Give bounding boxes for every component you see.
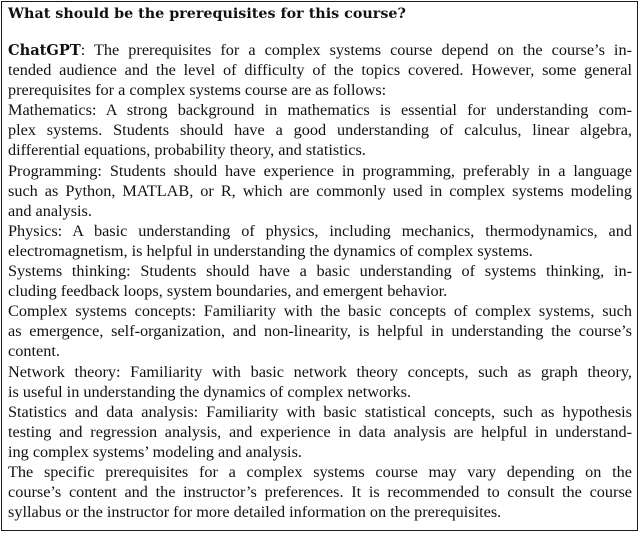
answer-line: Mathematics: A strong background in mathematics is essential for understanding com- <box>8 101 632 120</box>
answer-body <box>8 40 632 522</box>
answer-line: such as Python, MATLAB, or R, which are commonly used in complex systems modeling <box>8 181 632 200</box>
answer-line: syllabus or the instructor for more detailed information on the prerequisites. <box>8 503 502 522</box>
answer-line: plex systems. Students should have a good understanding of calculus, linear algebra, <box>8 121 632 140</box>
answer-line: prerequisites for a complex systems course are as follows: <box>8 81 387 100</box>
answer-line: is useful in understanding the dynamics of complex networks. <box>8 382 412 401</box>
answer-line-text: : The prerequisites for a complex systems course depend on the course’s in- <box>80 41 632 59</box>
answer-line: cluding feedback loops, system boundaries, and emergent behavior. <box>8 282 448 301</box>
question-heading: What should be the prerequisites for this course? <box>8 6 406 22</box>
answer-line: ing complex systems’ modeling and analysis. <box>8 442 302 461</box>
answer-line: Network theory: Familiarity with basic network theory concepts, such as graph theory, <box>8 362 632 381</box>
answer-line: and analysis. <box>8 201 92 220</box>
answer-line: Complex systems concepts: Familiarity with the basic concepts of complex systems, such <box>8 302 632 321</box>
answer-line: tended audience and the level of difficulty of the topics covered. However, some general <box>8 61 632 80</box>
answer-line: testing and regression analysis, and experience in data analysis are helpful in understand- <box>8 422 632 441</box>
answer-line: differential equations, probability theory, and statistics. <box>8 141 366 160</box>
answer-line: content. <box>8 342 60 361</box>
answer-line: Physics: A basic understanding of physics, including mechanics, thermodynamics, and <box>8 221 632 240</box>
answer-line: Statistics and data analysis: Familiarity with basic statistical concepts, such as hypothesis <box>8 402 632 421</box>
answer-line <box>8 40 632 60</box>
answer-line: Programming: Students should have experience in programming, preferably in a language <box>8 161 632 180</box>
answer-line: course’s content and the instructor’s preferences. It is recommended to consult the course <box>8 483 632 502</box>
answer-line: Systems thinking: Students should have a basic understanding of systems thinking, in- <box>8 262 632 281</box>
answer-line: The specific prerequisites for a complex systems course may vary depending on the <box>8 462 632 481</box>
answer-line: electromagnetism, is helpful in understanding the dynamics of complex systems. <box>8 241 533 260</box>
answer-line: as emergence, self-organization, and non-linearity, is helpful in understanding the course’s <box>8 322 632 341</box>
qa-box <box>1 1 638 531</box>
speaker-label: ChatGPT <box>8 42 81 59</box>
